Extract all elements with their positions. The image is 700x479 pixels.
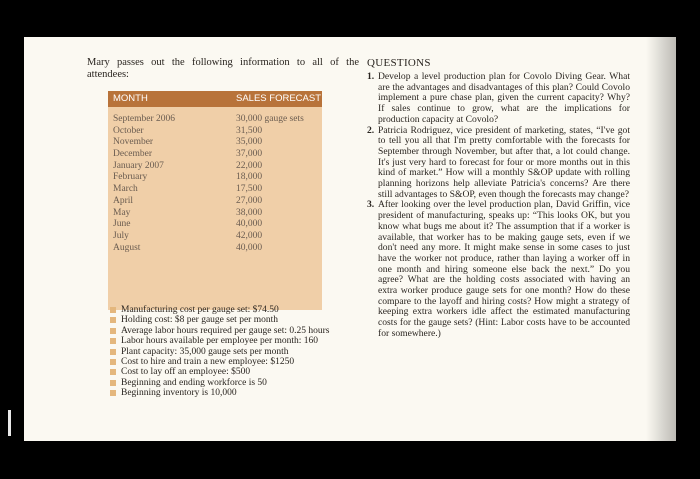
forecast-cell: 18,000 bbox=[236, 172, 263, 183]
table-row bbox=[108, 172, 322, 184]
month-cell: October bbox=[113, 125, 144, 136]
header-month: MONTH bbox=[113, 93, 148, 104]
square-bullet-icon bbox=[110, 307, 116, 313]
fact-text: Cost to lay off an employee: $500 bbox=[121, 367, 251, 378]
month-cell: June bbox=[113, 219, 131, 230]
month-cell: May bbox=[113, 207, 131, 218]
month-cell: September 2006 bbox=[113, 114, 176, 124]
questions-section bbox=[367, 57, 630, 340]
question-item bbox=[367, 72, 630, 126]
forecast-cell: 27,000 bbox=[236, 195, 263, 206]
question-item bbox=[367, 126, 630, 201]
question-number: 2. bbox=[367, 124, 375, 136]
forecast-cell: 40,000 bbox=[236, 219, 263, 230]
fact-text: Manufacturing cost per gauge set: $74.50 bbox=[121, 305, 279, 315]
forecast-cell: 35,000 bbox=[236, 137, 263, 148]
fact-text: Plant capacity: 35,000 gauge sets per month bbox=[121, 346, 289, 357]
month-cell: January 2007 bbox=[113, 160, 164, 171]
month-cell: November bbox=[113, 137, 154, 148]
square-bullet-icon bbox=[110, 369, 116, 375]
square-bullet-icon bbox=[110, 328, 116, 334]
table-row bbox=[108, 243, 322, 255]
fact-item bbox=[110, 378, 372, 388]
forecast-cell: 31,500 bbox=[236, 125, 263, 136]
table-row bbox=[108, 208, 322, 220]
forecast-cell: 17,500 bbox=[236, 184, 263, 195]
screen-edge-mark bbox=[8, 410, 11, 436]
page-gutter-shadow bbox=[646, 37, 676, 441]
question-item bbox=[367, 200, 630, 339]
textbook-page bbox=[24, 37, 676, 441]
forecast-cell: 30,000 gauge sets bbox=[236, 114, 304, 124]
intro-text: Mary passes out the following information to all of the attendees: bbox=[87, 57, 359, 80]
question-text: Patricia Rodriguez, vice president of marketing, states, “I've got to tell you all that I'm pretty comfortable with the forecasts for September through November, but after that, a lot could change. It's just very hard to forecast for four or more months out in this kind of market.” How will a monthly S&OP update with rolling planning horizons help alleviate Patricia's concerns? Are there still advantages to S&OP, even though the forecasts may change? bbox=[378, 124, 630, 200]
month-cell: July bbox=[113, 230, 129, 241]
fact-item bbox=[110, 326, 372, 336]
month-cell: December bbox=[113, 149, 153, 160]
question-number: 1. bbox=[367, 71, 375, 82]
square-bullet-icon bbox=[110, 338, 116, 344]
table-row bbox=[108, 184, 322, 196]
question-number: 3. bbox=[367, 199, 375, 211]
cost-facts-list bbox=[110, 305, 372, 399]
forecast-cell: 37,000 bbox=[236, 149, 263, 160]
question-text: Develop a level production plan for Covolo Diving Gear. What are the advantages and disadvantages of this plan? Could Covolo implement a pure chase plan, given the current capacity? Why? If sales continue to grow, what are the implications for production capacity at Covolo? bbox=[378, 71, 630, 125]
table-row bbox=[108, 219, 322, 231]
fact-text: Labor hours available per employee per month: 160 bbox=[121, 336, 319, 347]
fact-item bbox=[110, 336, 372, 346]
question-text: After looking over the level production plan, David Griffin, vice president of manufacturing, speaks up: “This looks OK, but you know what bugs me about it? The assumption that if a worker is available, that worker has to be making gauge sets, even if we don't need any more. It might make sense in some cases to just have the worker not produce, rather than laying a worker off in one month and hiring someone else back the next.” Do you agree? What are the holding costs associated with having an extra worker produce gauge sets for one month? How do these compare to the layoff and hiring costs? How might a strategy of keeping extra workers idle affect the estimated manufacturing costs for the gauge sets? (Hint: Labor costs have to be accounted for somewhere.) bbox=[378, 199, 630, 339]
table-row bbox=[108, 126, 322, 138]
table-row bbox=[108, 114, 322, 126]
fact-item bbox=[110, 357, 372, 367]
month-cell: August bbox=[113, 242, 141, 253]
table-row bbox=[108, 231, 322, 243]
questions-title: QUESTIONS bbox=[367, 57, 431, 69]
month-cell: April bbox=[113, 195, 134, 206]
forecast-cell: 38,000 bbox=[236, 207, 263, 218]
sales-forecast-table bbox=[108, 91, 322, 310]
forecast-cell: 42,000 bbox=[236, 230, 263, 241]
table-row bbox=[108, 149, 322, 161]
square-bullet-icon bbox=[110, 349, 116, 355]
questions-list bbox=[367, 72, 630, 340]
forecast-cell: 40,000 bbox=[236, 242, 263, 253]
forecast-cell: 22,000 bbox=[236, 160, 263, 171]
fact-item bbox=[110, 388, 372, 398]
fact-text: Holding cost: $8 per gauge set per month bbox=[121, 315, 278, 326]
table-body bbox=[108, 107, 322, 254]
table-row bbox=[108, 196, 322, 208]
square-bullet-icon bbox=[110, 359, 116, 365]
square-bullet-icon bbox=[110, 390, 116, 396]
table-header bbox=[108, 91, 322, 107]
table-row bbox=[108, 161, 322, 173]
fact-text: Cost to hire and train a new employee: $1250 bbox=[121, 357, 295, 368]
month-cell: February bbox=[113, 172, 148, 183]
square-bullet-icon bbox=[110, 380, 116, 386]
fact-text: Beginning inventory is 10,000 bbox=[121, 388, 237, 399]
month-cell: March bbox=[113, 184, 138, 195]
fact-text: Beginning and ending workforce is 50 bbox=[121, 377, 267, 388]
square-bullet-icon bbox=[110, 317, 116, 323]
table-row bbox=[108, 137, 322, 149]
fact-item bbox=[110, 305, 372, 315]
fact-item bbox=[110, 315, 372, 325]
fact-text: Average labor hours required per gauge set: 0.25 hours bbox=[121, 325, 330, 336]
fact-item bbox=[110, 347, 372, 357]
header-sales-forecast: SALES FORECAST bbox=[236, 93, 321, 104]
fact-item bbox=[110, 367, 372, 377]
